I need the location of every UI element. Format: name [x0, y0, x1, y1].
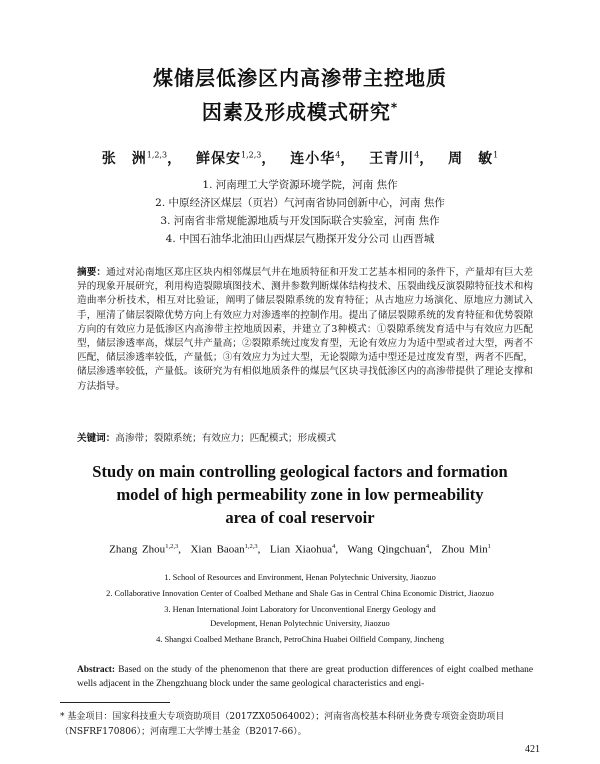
author-en: Zhou Min	[441, 543, 488, 556]
keywords-cn-label: 关键词：	[77, 433, 116, 444]
title-footnote-star: *	[390, 100, 399, 115]
title-en-line3: area of coal reservoir	[225, 508, 375, 527]
affiliation-cn: 1. 河南理工大学资源环境学院，河南 焦作	[202, 179, 398, 191]
title-cn-line1: 煤储层低渗区内高渗带主控地质	[153, 66, 447, 90]
abstract-cn	[77, 266, 533, 394]
author-cn: 周 敏	[448, 151, 494, 167]
author-en: Wang Qingchuan	[347, 543, 426, 556]
affiliation-cn: 4. 中国石油华北油田山西煤层气勘探开发分公司 山西晋城	[165, 233, 435, 245]
funding-footnote: * 基金项目：国家科技重大专项资助项目（2017ZX05064002）；河南省高校基本科研业务费专项资金资助项目（NSFRF170806）；河南理工大学博士基金（B2017-66）。	[60, 712, 505, 737]
author-cn: 张 洲	[101, 151, 147, 167]
keywords-cn-text: 高渗带；裂隙系统；有效应力；匹配模式；形成模式	[115, 433, 337, 444]
author-cn: 连小华	[290, 151, 336, 167]
authors-en: Zhang Zhou$^{1,2,3}$, Xian Baoan$^{1,2,3}$, Lian Xiaohua$^4$, Wang Qingchuan$^4$, Zhou Min$^1$	[109, 543, 491, 556]
abstract-en-label: Abstract:	[77, 665, 116, 675]
abstract-cn-label: 摘要：	[77, 267, 107, 278]
affiliation-en: 3. Henan International Joint Laboratory for Unconventional Energy Geology and	[164, 605, 436, 614]
author-en: Lian Xiaohua	[269, 543, 333, 556]
author-en: Xian Baoan	[190, 543, 245, 556]
title-en-line1: Study on main controlling geological factors and formation	[92, 462, 508, 481]
abstract-cn-text: 通过对沁南地区郑庄区块内相邻煤层气井在地质特征和开发工艺基本相同的条件下，产量却有巨大差异的现象开展研究，利用构造裂隙填图技术、测井参数判断煤体结构技术、压裂曲线反演裂隙特征技术和构造曲率分析技术，相互对比验证，阐明了储层裂隙系统的发育特征；从古地应力场演化、原地应力测试入手，厘清了储层裂隙优势方向上有效应力对渗透率的控制作用。提出了储层裂隙系统的发育特征和优势裂隙方向的有效应力是低渗区内高渗带主控地质因素，并建立了3种模式：①裂隙系统发育适中与有效应力匹配型，储层渗透率高，煤层气井产量高；②裂隙系统过度发育型，无论有效应力为适中型或者过大型，两者不匹配，储层渗透率较低，产量低；③有效应力为过大型，无论裂隙为适中型还是过度发育型，两者不匹配，储层渗透率较低，产量低。该研究为有相似地质条件的煤层气区块寻找低渗区内的高渗带提供了理论支撑和方法指导。	[77, 267, 534, 392]
affiliation-en: 2. Collaborative Innovation Center of Coalbed Methane and Shale Gas in Central China Economic District, Jiaozuo	[106, 589, 494, 598]
title-en-line2: model of high permeability zone in low permeability	[116, 485, 484, 504]
abstract-en	[77, 663, 533, 691]
footnote-divider	[60, 702, 170, 703]
affiliation-cn: 2. 中原经济区煤层（页岩）气河南省协同创新中心，河南 焦作	[155, 197, 445, 209]
authors-cn: 张 洲$^{1,2,3}$， 鲜保安$^{1,2,3}$， 连小华$^4$， 王青川$^4$， 周 敏$^1$	[101, 150, 499, 167]
keywords-cn	[77, 430, 533, 444]
author-cn: 王青川	[369, 151, 415, 167]
affiliation-cn: 3. 河南省非常规能源地质与开发国际联合实验室，河南 焦作	[160, 215, 440, 227]
title-cn-line2: 因素及形成模式研究*	[201, 100, 399, 124]
affiliation-en-continued: Development, Henan Polytechnic University, Jiaozuo	[210, 619, 390, 628]
author-en: Zhang Zhou	[109, 543, 166, 556]
page-number: 421	[525, 744, 540, 755]
affiliation-en: 1. School of Resources and Environment, Henan Polytechnic University, Jiaozuo	[164, 573, 436, 582]
abstract-en-text: Based on the study of the phenomenon that there are great production differences of eight coalbed methane wells adjacent in the Zhengzhuang block under the same geological characteristics and engi-	[77, 665, 534, 689]
author-cn: 鲜保安	[195, 151, 241, 167]
affiliation-en: 4. Shangxi Coalbed Methane Branch, PetroChina Huabei Oilfield Company, Jincheng	[156, 635, 444, 644]
